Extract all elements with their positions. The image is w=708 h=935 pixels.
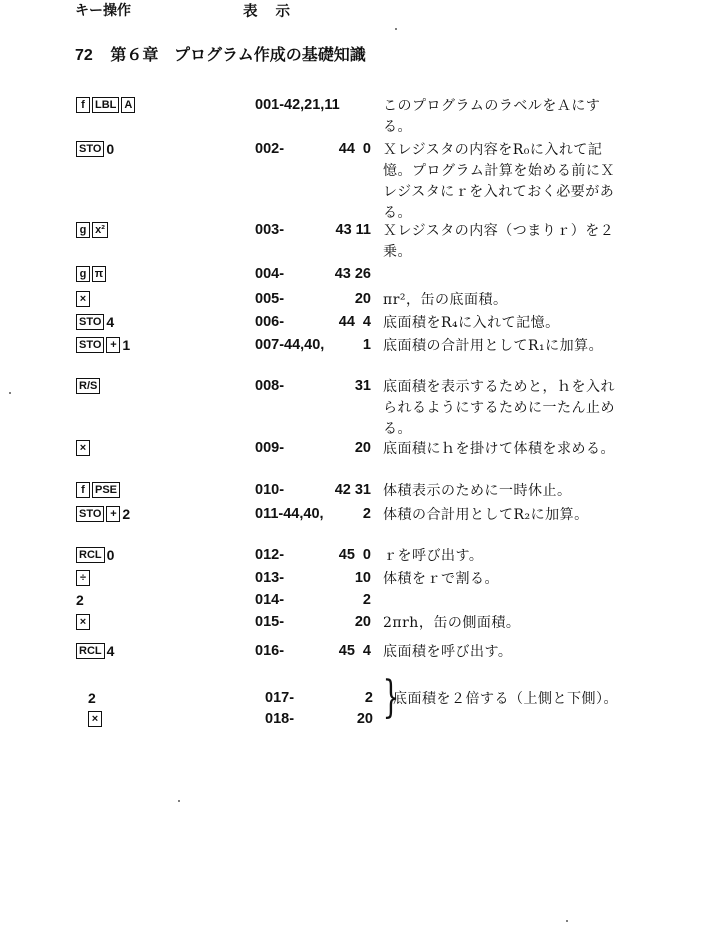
scan-speck xyxy=(178,800,180,802)
display-value: 20 xyxy=(356,711,373,727)
display-line xyxy=(255,482,371,498)
key-sequence xyxy=(88,711,102,727)
key-divide: ÷ xyxy=(76,570,90,586)
key-sto: STO xyxy=(76,141,104,157)
display-line xyxy=(255,614,371,630)
key-digit: 0 xyxy=(106,141,115,157)
page-number: 72 xyxy=(75,47,93,64)
key-sto: STO xyxy=(76,337,104,353)
display-line xyxy=(265,690,373,706)
display-code: 011-44,40, xyxy=(255,506,324,522)
column-header-keys: キー操作 xyxy=(75,2,131,18)
display-value: 44 4 xyxy=(338,314,371,330)
key-sequence xyxy=(76,337,130,353)
key-rcl: RCL xyxy=(76,547,105,563)
display-line xyxy=(255,643,371,659)
display-value: 42 31 xyxy=(334,482,371,498)
display-code: 016- xyxy=(255,643,285,659)
step-description: 底面積を呼び出す。 xyxy=(383,644,513,660)
key-a: A xyxy=(121,97,135,113)
key-sequence xyxy=(76,314,114,330)
step-description: 底面積の合計用としてR₁に加算。 xyxy=(383,338,604,354)
key-digit: 1 xyxy=(122,337,131,353)
key-pse: PSE xyxy=(92,482,120,498)
display-code: 006- xyxy=(255,314,285,330)
step-description: 体積の合計用としてR₂に加算。 xyxy=(383,507,589,523)
key-sequence xyxy=(76,440,90,456)
step-description: 底面積にｈを掛けて体積を求める。 xyxy=(383,441,615,457)
display-code: 004- xyxy=(255,266,285,282)
key-sequence xyxy=(76,266,106,282)
display-line xyxy=(255,266,371,282)
display-code: 002- xyxy=(255,141,285,157)
chapter-label: 第６章 xyxy=(110,45,159,64)
display-value: 10 xyxy=(354,570,371,586)
display-code: 010- xyxy=(255,482,285,498)
step-description: 底面積を２倍する（上側と下側）。 xyxy=(393,691,618,707)
step-description: 底面積を表示するためと，ｈを入れられるようにするために一たん止める。 xyxy=(383,379,615,437)
display-value: 1 xyxy=(362,337,371,353)
key-multiply: × xyxy=(88,711,102,727)
key-sequence xyxy=(76,291,90,307)
display-code: 018- xyxy=(265,711,295,727)
display-code: 015- xyxy=(255,614,285,630)
key-sequence xyxy=(76,570,90,586)
display-value: 20 xyxy=(354,614,371,630)
display-value: 44 0 xyxy=(338,141,371,157)
display-line xyxy=(255,314,371,330)
display-value: 31 xyxy=(354,378,371,394)
step-description: 底面積をR₄に入れて記憶。 xyxy=(383,315,560,331)
key-digit: 0 xyxy=(106,547,115,563)
key-sequence xyxy=(88,690,96,706)
key-digit: 2 xyxy=(88,690,96,706)
display-value: 43 26 xyxy=(334,266,371,282)
display-code: 012- xyxy=(255,547,285,563)
step-description: ｒを呼び出す。 xyxy=(383,548,484,564)
display-line xyxy=(255,291,371,307)
display-value: 2 xyxy=(362,592,371,608)
display-line xyxy=(255,570,371,586)
display-value: 20 xyxy=(354,291,371,307)
display-code: 013- xyxy=(255,570,285,586)
display-code: 008- xyxy=(255,378,285,394)
key-sequence xyxy=(76,482,120,498)
key-rcl: RCL xyxy=(76,643,105,659)
key-multiply: × xyxy=(76,614,90,630)
key-sequence xyxy=(76,592,84,608)
display-code: 017- xyxy=(265,690,295,706)
right-brace-icon: } xyxy=(382,672,400,723)
key-g: g xyxy=(76,222,90,238)
key-sequence xyxy=(76,614,90,630)
step-description: πr²，缶の底面積。 xyxy=(383,292,508,308)
display-line xyxy=(255,97,371,113)
key-sequence xyxy=(76,97,135,113)
key-x-squared: x² xyxy=(92,222,108,238)
key-sequence xyxy=(76,547,114,563)
display-line xyxy=(265,711,373,727)
scan-speck xyxy=(566,920,568,922)
key-multiply: × xyxy=(76,291,90,307)
display-line xyxy=(255,592,371,608)
display-code: 007-44,40, xyxy=(255,337,325,353)
step-description: Ｘレジスタの内容（つまりｒ）を２乗。 xyxy=(383,223,615,260)
key-digit: 2 xyxy=(122,506,131,522)
scan-speck xyxy=(9,392,11,394)
key-lbl: LBL xyxy=(92,97,119,113)
step-description: 体積をｒで割る。 xyxy=(383,571,499,587)
display-code: 014- xyxy=(255,592,285,608)
key-run-stop: R/S xyxy=(76,378,100,394)
key-sto: STO xyxy=(76,314,104,330)
display-code: 009- xyxy=(255,440,285,456)
key-plus: + xyxy=(106,506,120,522)
step-description: 体積表示のために一時休止。 xyxy=(383,483,572,499)
display-line xyxy=(255,337,371,353)
key-digit: 4 xyxy=(106,643,115,659)
display-line xyxy=(255,222,371,238)
display-code: 003- xyxy=(255,222,285,238)
chapter-title: プログラム作成の基礎知識 xyxy=(173,45,366,64)
display-line xyxy=(255,547,371,563)
page-header xyxy=(75,42,366,65)
key-pi: π xyxy=(92,266,106,282)
key-sequence xyxy=(76,141,114,157)
display-value: 2 xyxy=(364,690,373,706)
key-multiply: × xyxy=(76,440,90,456)
key-sequence xyxy=(76,506,130,522)
display-value: 45 0 xyxy=(338,547,371,563)
key-digit: 2 xyxy=(76,592,84,608)
display-code: 005- xyxy=(255,291,285,307)
scan-speck xyxy=(395,28,397,30)
display-code: 001-42,21,11 xyxy=(255,97,340,113)
key-sequence xyxy=(76,643,114,659)
key-sequence xyxy=(76,378,100,394)
display-value: 43 11 xyxy=(335,222,371,238)
display-line xyxy=(255,378,371,394)
step-description: Ｘレジスタの内容をR₀に入れて記憶。プログラム計算を始める前にＸレジスタにｒを入れておく必要がある。 xyxy=(383,142,615,221)
key-f: f xyxy=(76,482,90,498)
display-line xyxy=(255,506,371,522)
step-description: このプログラムのラベルをＡにする。 xyxy=(383,98,601,135)
key-digit: 4 xyxy=(106,314,115,330)
display-value: 45 4 xyxy=(338,643,371,659)
step-description: 2πrh，缶の側面積。 xyxy=(383,615,521,631)
display-line xyxy=(255,440,371,456)
key-f: f xyxy=(76,97,90,113)
column-header-display: 表示 xyxy=(243,4,308,20)
key-sto: STO xyxy=(76,506,104,522)
display-value: 2 xyxy=(362,506,371,522)
display-value: 20 xyxy=(354,440,371,456)
display-line xyxy=(255,141,371,157)
key-g: g xyxy=(76,266,90,282)
key-sequence xyxy=(76,222,108,238)
key-plus: + xyxy=(106,337,120,353)
